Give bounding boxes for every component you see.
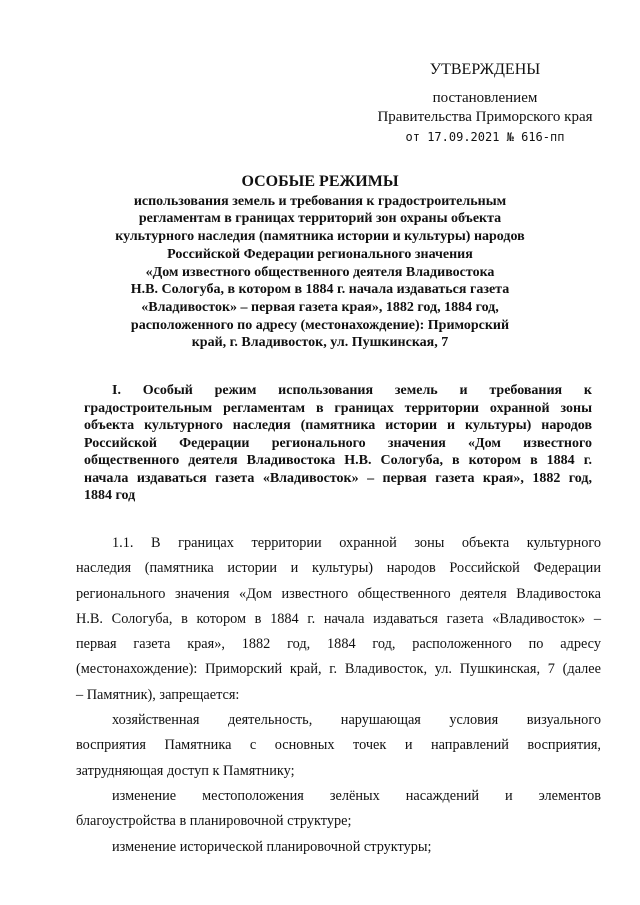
body-line: хозяйственная деятельность, нарушающая условия визуального <box>112 712 601 729</box>
body-line: регионального значения «Дом известного общественного деятеля Владивостока <box>76 585 601 602</box>
title-line: культурного наследия (памятника истории и культуры) народов <box>115 229 525 245</box>
body-line: Н.В. Сологуба, в котором в 1884 г. начала издаваться газета «Владивосток» – <box>76 610 601 627</box>
body-line: затрудняющая доступ к Памятнику; <box>76 762 295 779</box>
title-line: «Дом известного общественного деятеля Владивостока <box>145 264 495 280</box>
body-line: изменение местоположения зелёных насаждений и элементов <box>112 787 601 804</box>
body-line: – Памятник), запрещается: <box>76 686 240 703</box>
paragraph-economic-activity <box>76 708 601 784</box>
paragraph-planning-structure <box>76 835 601 860</box>
body-line: наследия (памятника истории и культуры) народов Российской Федерации <box>76 560 601 577</box>
title-line: регламентам в границах территорий зон охраны объекта <box>138 211 502 227</box>
title-line: использования земель и требования к градостроительным <box>133 193 507 209</box>
body-text <box>76 531 601 860</box>
section-line: 1884 год <box>84 488 136 503</box>
title-line: Н.В. Сологуба, в котором в 1884 г. начала издаваться газета <box>130 282 510 298</box>
paragraph-green-spaces <box>76 784 601 835</box>
body-line: первая газета края», 1882 год, 1884 год, расположенного по адресу <box>76 636 601 653</box>
section-line: I. Особый режим использования земель и требования к <box>112 383 592 398</box>
paragraph-1-1 <box>76 531 601 708</box>
section-heading <box>84 382 592 505</box>
body-line: благоустройства в планировочной структуре; <box>76 813 352 830</box>
approval-line: Правительства Приморского края <box>377 109 593 125</box>
body-line: изменение исторической планировочной структуры; <box>112 838 432 855</box>
body-line: восприятия Памятника с основных точек и направлений восприятия, <box>76 737 601 754</box>
title-heading: ОСОБЫЕ РЕЖИМЫ <box>241 173 399 190</box>
approval-line: постановлением <box>432 90 538 106</box>
section-line: общественного деятеля Владивостока Н.В. Сологуба, в котором в 1884 г. <box>84 453 592 468</box>
approval-block <box>360 60 610 147</box>
section-line: градостроительным регламентам в границах территории охранной зоны <box>84 400 592 416</box>
title-line: край, г. Владивосток, ул. Пушкинская, 7 <box>191 335 449 351</box>
section-line: начала издаваться газета «Владивосток» – первая газета края», 1882 год, <box>84 470 592 486</box>
document-title <box>95 173 545 352</box>
title-line: Российской Федерации регионального значения <box>167 246 473 262</box>
title-line: расположенного по адресу (местонахождение): Приморский <box>130 317 510 333</box>
section-line: объекта культурного наследия (памятника истории и культуры) народов <box>84 418 592 433</box>
approval-date: от 17.09.2021 № 616-пп <box>405 130 565 144</box>
approval-title: УТВЕРЖДЕНЫ <box>429 61 541 78</box>
body-line: 1.1. В границах территории охранной зоны объекта культурного <box>112 535 601 551</box>
section-line: Российской Федерации регионального значения «Дом известного <box>84 435 592 451</box>
title-line: «Владивосток» – первая газета края», 1882 год, 1884 год, <box>141 299 499 315</box>
body-line: (местонахождение): Приморский край, г. Владивосток, ул. Пушкинская, 7 (далее <box>76 661 601 678</box>
